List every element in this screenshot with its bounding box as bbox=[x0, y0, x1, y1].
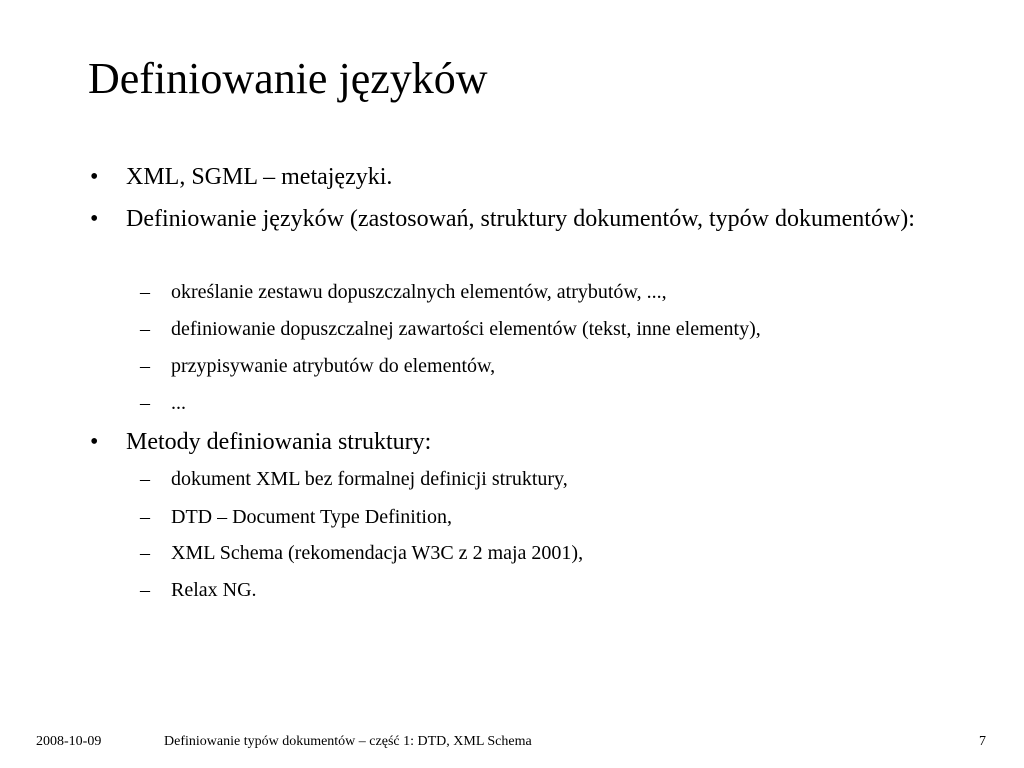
sub-item bbox=[140, 352, 971, 380]
sub-item-marker: – bbox=[140, 318, 150, 340]
sub-item-text: Relax NG. bbox=[171, 579, 257, 601]
slide-title: Definiowanie języków bbox=[88, 54, 488, 103]
bullet-marker: • bbox=[90, 164, 99, 190]
sub-item-text: DTD – Document Type Definition, bbox=[171, 506, 452, 528]
bullet-item bbox=[90, 425, 916, 460]
sub-item bbox=[140, 503, 971, 531]
sub-item-marker: – bbox=[140, 542, 150, 564]
sub-item-marker: – bbox=[140, 392, 150, 414]
sub-item-marker: – bbox=[140, 506, 150, 528]
sub-item bbox=[140, 465, 971, 493]
sub-item-text: definiowanie dopuszczalnej zawartości elementów (tekst, inne elementy), bbox=[171, 318, 761, 340]
sub-item bbox=[140, 576, 971, 604]
bullet-text: XML, SGML – metajęzyki. bbox=[126, 164, 393, 190]
footer-date: 2008-10-09 bbox=[36, 734, 102, 749]
bullet-item bbox=[90, 160, 916, 195]
bullet-text: Definiowanie języków (zastosowań, struktury dokumentów, typów dokumentów): bbox=[126, 206, 915, 232]
sub-item-marker: – bbox=[140, 281, 150, 303]
sub-item bbox=[140, 539, 971, 567]
sub-item bbox=[140, 389, 971, 417]
bullet-marker: • bbox=[90, 429, 99, 455]
bullet-marker: • bbox=[90, 206, 99, 232]
sub-item bbox=[140, 315, 971, 343]
bullet-text: Metody definiowania struktury: bbox=[126, 429, 432, 455]
sub-item-text: XML Schema (rekomendacja W3C z 2 maja 2001), bbox=[171, 542, 584, 564]
sub-item-text: przypisywanie atrybutów do elementów, bbox=[171, 355, 496, 377]
sub-item bbox=[140, 278, 971, 306]
footer-title: Definiowanie typów dokumentów – część 1: DTD, XML Schema bbox=[164, 734, 532, 749]
sub-item-marker: – bbox=[140, 355, 150, 377]
bullet-item bbox=[90, 202, 916, 237]
sub-item-text: dokument XML bez formalnej definicji struktury, bbox=[171, 468, 568, 490]
sub-item-text: ... bbox=[171, 392, 186, 414]
footer-page-number: 7 bbox=[979, 734, 986, 749]
sub-item-marker: – bbox=[140, 468, 150, 490]
sub-item-marker: – bbox=[140, 579, 150, 601]
sub-item-text: określanie zestawu dopuszczalnych elementów, atrybutów, ..., bbox=[171, 281, 667, 303]
